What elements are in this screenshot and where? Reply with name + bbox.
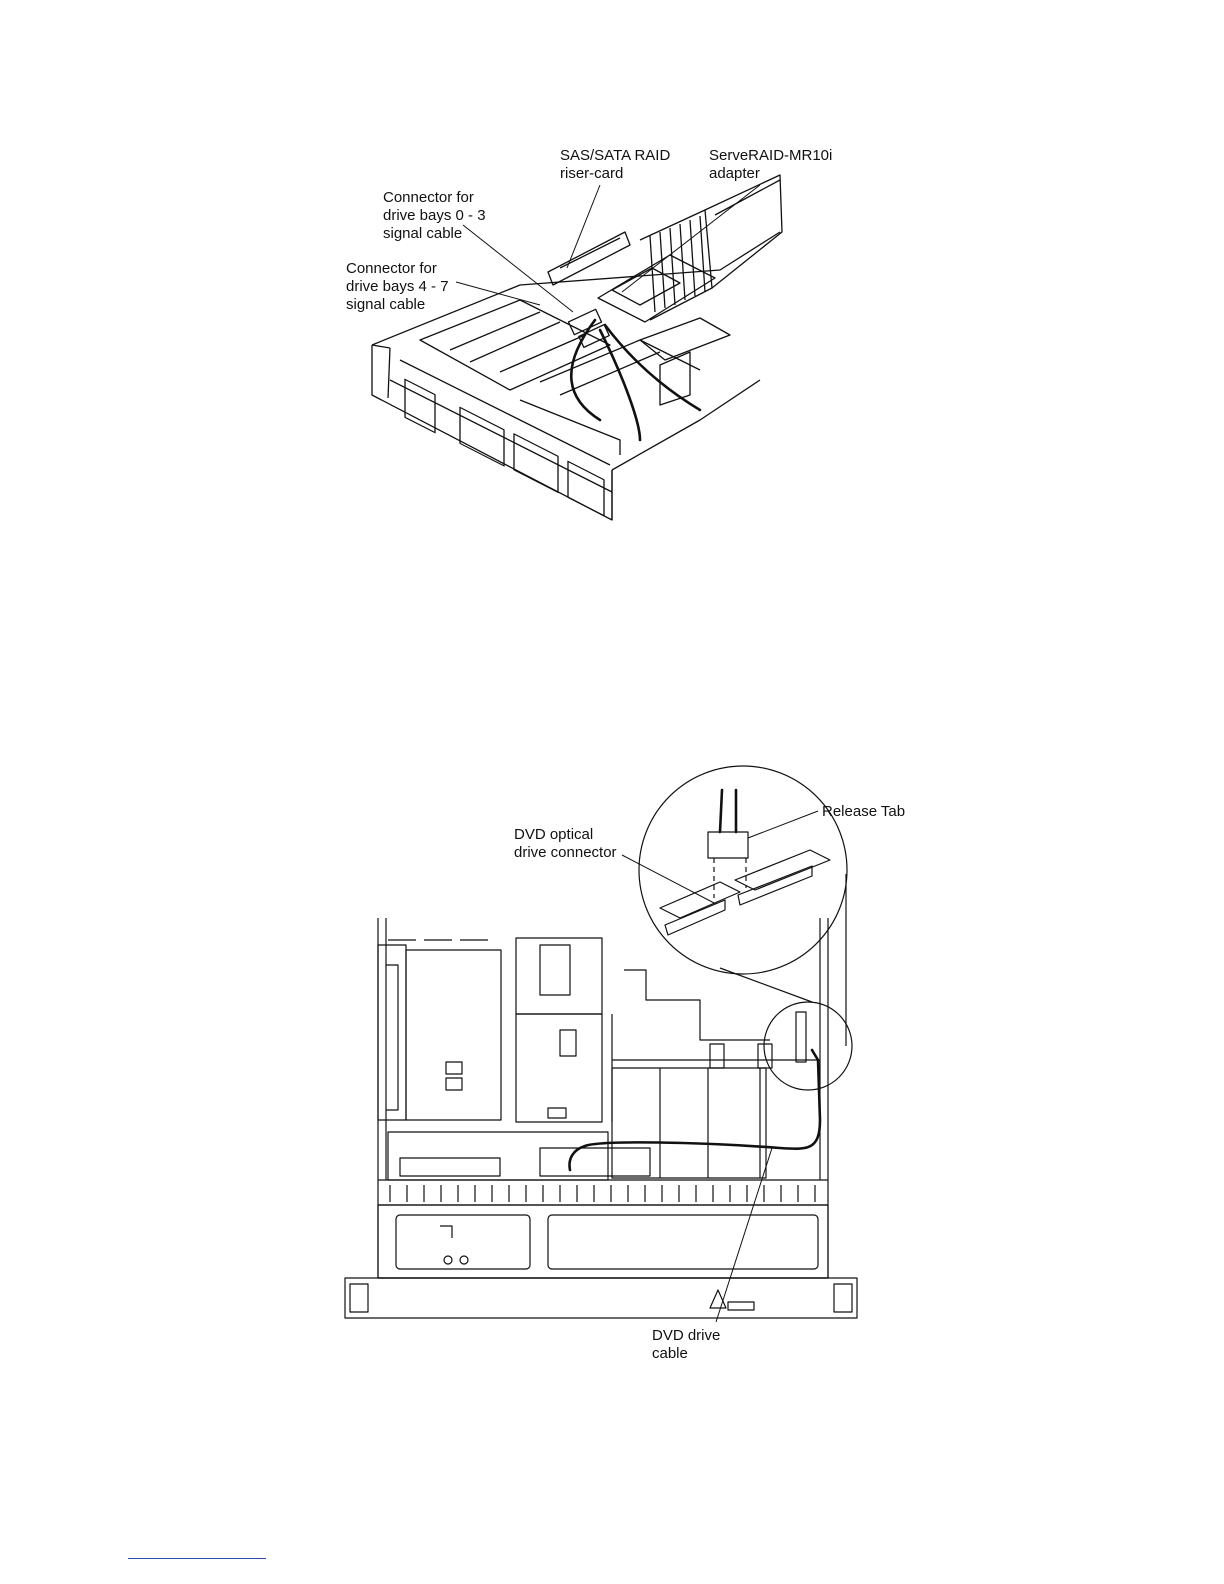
left-module: [406, 950, 501, 1120]
label-release-tab: Release Tab: [822, 803, 906, 820]
dvd-drive-bay: [612, 1068, 766, 1178]
label-serveraid-adapter: ServeRAID-MR10i adapter: [709, 147, 833, 182]
label-dvd-optical-drive-connector: DVD optical drive connector: [514, 826, 617, 861]
vent-slots: [378, 1180, 828, 1205]
figure-1-raid-riser-illustration: [0, 0, 1224, 560]
chassis-outline: [372, 345, 612, 520]
signal-cables: [571, 320, 700, 440]
label-connector-bays-0-3: Connector for drive bays 0 - 3 signal cable: [383, 189, 486, 242]
label-dvd-drive-cable: DVD drive cable: [652, 1327, 721, 1362]
chassis-top-outline: [378, 918, 828, 1278]
leader-lines-fig2: [622, 811, 818, 1322]
label-connector-bays-4-7: Connector for drive bays 4 - 7 signal cable: [346, 260, 449, 313]
front-bezel: [345, 1278, 857, 1318]
label-sas-sata-riser-card: SAS/SATA RAID riser-card: [560, 147, 671, 182]
footer-rule: [128, 1558, 266, 1559]
release-tab-plug: [708, 832, 748, 858]
callout-circle-small: [764, 1002, 852, 1090]
callout-circle-magnified: [639, 766, 847, 974]
